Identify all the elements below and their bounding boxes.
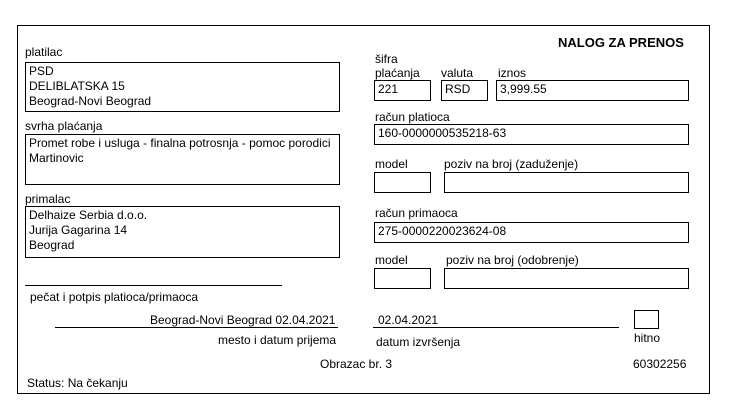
model-label-credit: model	[375, 253, 408, 267]
urgent-label: hitno	[634, 331, 661, 345]
payment-code-label-2: plaćanja	[375, 66, 420, 80]
purpose-label: svrha plaćanja	[25, 119, 103, 133]
signature-line	[25, 285, 282, 286]
purpose-field[interactable]: Promet robe i usluga - finalna potrosnja - pomoc porodici Martinovic	[25, 134, 340, 185]
place-date-line	[55, 327, 338, 328]
payer-account-label: račun platioca	[375, 110, 450, 124]
payer-label: platilac	[25, 45, 63, 59]
reference-label-credit: poziv na broj (odobrenje)	[446, 253, 579, 267]
currency-field[interactable]: RSD	[441, 80, 488, 101]
recipient-label: primalac	[25, 192, 71, 206]
document-number: 60302256	[633, 357, 687, 371]
execution-date-label: datum izvršenja	[376, 335, 461, 349]
form-title: NALOG ZA PRENOS	[558, 35, 684, 50]
reference-label-debit: poziv na broj (zaduženje)	[444, 157, 579, 171]
amount-label: iznos	[498, 66, 527, 80]
payment-code-field[interactable]: 221	[374, 80, 431, 101]
payer-account-field[interactable]: 160-0000000535218-63	[374, 124, 689, 145]
recipient-field[interactable]: Delhaize Serbia d.o.o. Jurija Gagarina 14 Beograd	[25, 206, 340, 258]
form-number: Obrazac br. 3	[320, 357, 393, 371]
payment-code-label-1: šifra	[375, 52, 398, 66]
status-text: Status: Na čekanju	[27, 376, 128, 390]
execution-date-line	[373, 327, 619, 328]
model-field-debit[interactable]	[374, 172, 431, 193]
amount-field[interactable]: 3,999.55	[496, 80, 689, 101]
model-field-credit[interactable]	[374, 268, 431, 289]
currency-label: valuta	[441, 66, 474, 80]
payer-field[interactable]: PSD DELIBLATSKA 15 Beograd-Novi Beograd	[25, 62, 340, 112]
recipient-account-label: račun primaoca	[375, 206, 458, 220]
execution-date-value: 02.04.2021	[378, 313, 439, 327]
reference-field-credit[interactable]	[444, 268, 689, 289]
urgent-checkbox[interactable]	[634, 310, 659, 329]
model-label-debit: model	[375, 157, 408, 171]
place-date-label: mesto i datum prijema	[218, 333, 337, 347]
stamp-signature-label: pečat i potpis platioca/primaoca	[30, 290, 199, 304]
place-date-value: Beograd-Novi Beograd 02.04.2021	[150, 313, 336, 327]
reference-field-debit[interactable]	[444, 172, 689, 193]
recipient-account-field[interactable]: 275-0000220023624-08	[374, 222, 689, 243]
